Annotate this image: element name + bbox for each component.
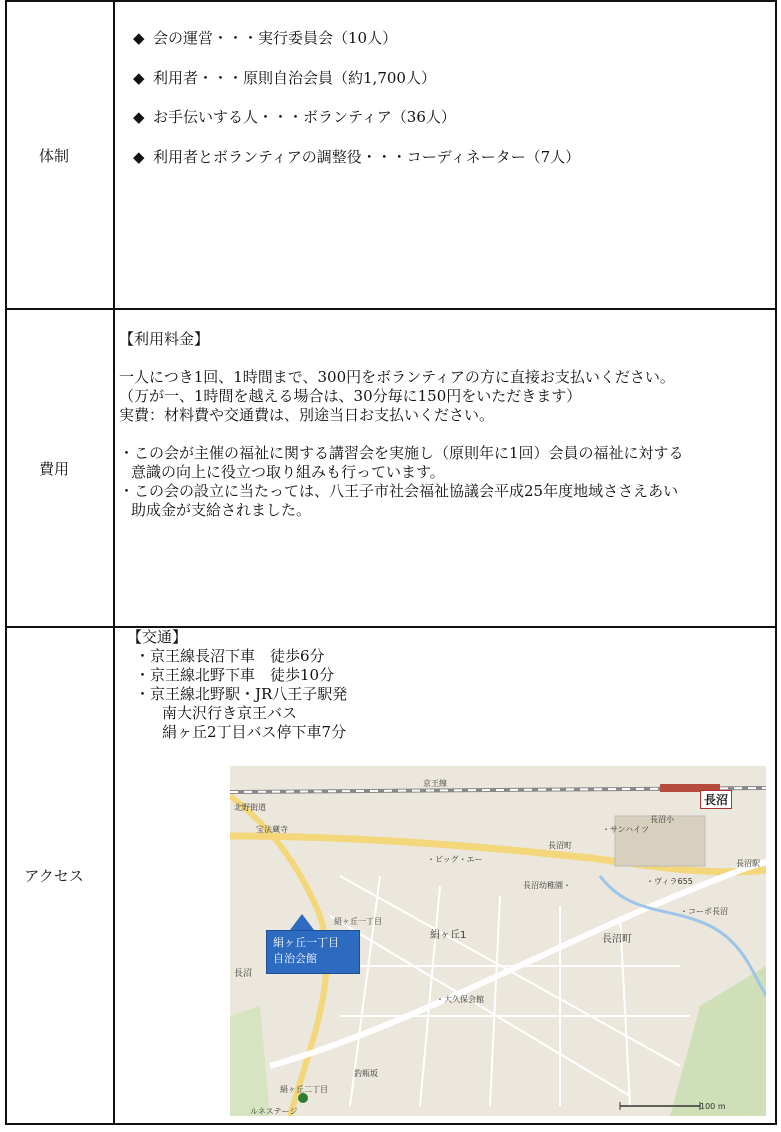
route-2: ・京王線北野下車 徒歩10分: [135, 666, 335, 684]
fee-text: [119, 330, 684, 520]
map-label-corpo: ・コーポ長沼: [680, 907, 728, 916]
list-item: ◆ 利用者とボランティアの調整役・・・コーディネーター（7人）: [133, 147, 581, 166]
map-label-kinugaoka1: 絹ヶ丘1: [430, 930, 467, 941]
list-item: ◆ 会の運営・・・実行委員会（10人）: [133, 29, 398, 47]
structure-list: [133, 27, 580, 185]
row-fee: [6, 309, 776, 627]
map-label-naganuma-left: 長沼: [234, 969, 253, 979]
info-table: [5, 0, 777, 1125]
list-item: ◆ 利用者・・・原則自治会員（約1,700人）: [133, 68, 436, 87]
map-station-marker: 長沼: [700, 790, 732, 809]
map-label-kindergarten: 長沼幼稚園・: [523, 881, 571, 890]
callout-line-1: 絹ヶ丘一丁目: [273, 936, 339, 949]
map-label-yuhi: 釣瓶坂: [354, 1069, 378, 1078]
route-3-stop: 絹ヶ丘2丁目バス停下車7分: [162, 723, 347, 741]
fee-line-2: （万が一、1時間を越える場合は、30分毎に150円をいただきます）: [119, 387, 582, 405]
map-label-naganuma-station: 長沼駅: [736, 859, 760, 868]
map-label-hall: 絹ヶ丘一丁目: [334, 917, 382, 926]
fee-note-2-cont: 助成金が支給されました。: [131, 501, 312, 519]
content-fee: [114, 309, 776, 627]
list-item: ◆ お手伝いする人・・・ボランティア（36人）: [133, 108, 456, 126]
route-1: ・京王線長沼下車 徒歩6分: [135, 647, 325, 665]
map-label-naganuma-cho: 長沼町: [548, 841, 572, 850]
content-access: [114, 627, 776, 1124]
fee-note-1: ・この会が主催の福祉に関する講習会を実施し（原則年に1回）会員の福祉に対する: [119, 444, 684, 462]
callout-line-2: 自治会館: [273, 952, 317, 965]
map-label-kitano-kaido: 北野街道: [234, 803, 266, 812]
map-scale-label: 100 m: [700, 1102, 726, 1111]
map-label-villa: ・ヴィラ655: [646, 877, 693, 886]
map-label-keio-line: 京王線: [423, 779, 447, 788]
fee-line-3: 実費：材料費や交通費は、別途当日お支払いください。: [119, 406, 495, 424]
map-label-renaissance: ルネステージ: [250, 1107, 298, 1116]
map-label-hosenji: 宝法蔵寺: [256, 825, 288, 834]
label-fee: 費用: [6, 309, 114, 627]
route-3-bus: 南大沢行き京王バス: [162, 704, 298, 722]
map-label-sunheights: ・サンハイツ: [602, 825, 650, 834]
fee-line-1: 一人につき1回、1時間まで、300円をボランティアの方に直接お支払いください。: [119, 368, 675, 386]
fee-note-1-cont: 意識の向上に役立つ取り組みも行っています。: [131, 463, 445, 481]
map-label-naganuma-cho-2: 長沼町: [602, 934, 632, 945]
row-access: [6, 627, 776, 1124]
map-callout: [266, 930, 360, 974]
row-structure: [6, 1, 776, 309]
access-heading: 【交通】: [127, 628, 188, 646]
access-map[interactable]: [230, 766, 766, 1116]
map-label-okubo: ・大久保会館: [436, 995, 484, 1004]
label-access: アクセス: [6, 627, 114, 1124]
map-label-kinugaoka2: 絹ヶ丘二丁目: [280, 1085, 328, 1094]
map-label-big-a: ・ビッグ・エー: [427, 855, 483, 864]
fee-note-2: ・この会の設立に当たっては、八王子市社会福祉協議会平成25年度地域ささえあい: [119, 482, 679, 500]
route-3: ・京王線北野駅・JR八王子駅発: [135, 685, 348, 703]
content-structure: [114, 1, 776, 309]
fee-heading: 【利用料金】: [119, 330, 210, 348]
map-label-naganuma-sho: 長沼小: [650, 815, 674, 824]
access-text: [127, 628, 347, 742]
label-structure: 体制: [6, 1, 114, 309]
